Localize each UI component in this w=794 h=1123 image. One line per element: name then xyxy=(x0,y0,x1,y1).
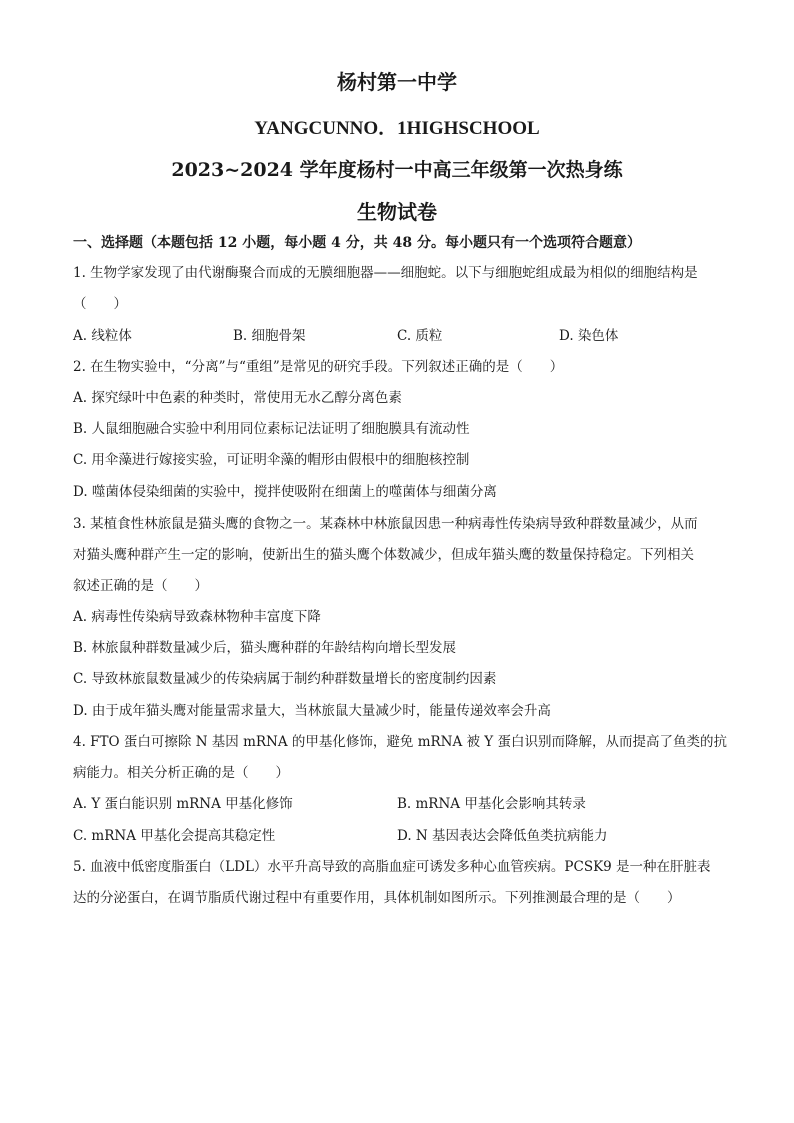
q1-option-b: B. 细胞骨架 xyxy=(233,328,306,344)
q3-option-a: A. 病毒性传染病导致森林物种丰富度下降 xyxy=(73,609,321,625)
q2-stem-line-1: 2. 在生物实验中，“分离”与“重组”是常见的研究手段。下列叙述正确的是（ ） xyxy=(73,359,564,375)
q1-option-c: C. 质粒 xyxy=(397,328,443,344)
exam-title: 2023~2024 学年度杨村一中高三年级第一次热身练 xyxy=(171,159,623,181)
q1-stem-line-2: （ ） xyxy=(73,296,127,312)
school-name-en: YANGCUNNO．1HIGHSCHOOL xyxy=(254,118,540,139)
q4-option-c: C. mRNA 甲基化会提高其稳定性 xyxy=(73,828,276,844)
q3-option-c: C. 导致林旅鼠数量减少的传染病属于制约种群数量增长的密度制约因素 xyxy=(73,671,497,687)
q2-option-d: D. 噬菌体侵染细菌的实验中，搅拌使吸附在细菌上的噬菌体与细菌分离 xyxy=(73,484,497,500)
q1-option-d: D. 染色体 xyxy=(559,328,619,344)
q2-option-a: A. 探究绿叶中色素的种类时，常使用无水乙醇分离色素 xyxy=(73,390,402,406)
q4-option-a: A. Y 蛋白能识别 mRNA 甲基化修饰 xyxy=(73,796,293,812)
q5-stem-line-1: 5. 血液中低密度脂蛋白（LDL）水平升高导致的高脂血症可诱发多种心血管疾病。PCSK9 是一种在肝脏表 xyxy=(73,859,711,875)
q5-stem-line-2: 达的分泌蛋白，在调节脂质代谢过程中有重要作用，具体机制如图所示。下列推测最合理的是（ ） xyxy=(73,890,681,906)
subject-title: 生物试卷 xyxy=(357,200,437,224)
q2-option-c: C. 用伞藻进行嫁接实验，可证明伞藻的帽形由假根中的细胞核控制 xyxy=(73,452,470,468)
q3-stem-line-2: 对猫头鹰种群产生一定的影响，使新出生的猫头鹰个体数减少，但成年猫头鹰的数量保持稳定。下列相关 xyxy=(73,547,694,563)
q3-option-b: B. 林旅鼠种群数量减少后，猫头鹰种群的年龄结构向增长型发展 xyxy=(73,640,457,656)
q1-stem-line-1: 1. 生物学家发现了由代谢酶聚合而成的无膜细胞器——细胞蛇。以下与细胞蛇组成最为相似的细胞结构是 xyxy=(73,265,698,281)
q4-option-b: B. mRNA 甲基化会影响其转录 xyxy=(397,796,586,812)
q1-option-a: A. 线粒体 xyxy=(73,328,132,344)
school-name-cn: 杨村第一中学 xyxy=(337,70,457,94)
q3-option-d: D. 由于成年猫头鹰对能量需求量大，当林旅鼠大量减少时，能量传递效率会升高 xyxy=(73,703,551,719)
section-heading: 一、选择题（本题包括 12 小题，每小题 4 分，共 48 分。每小题只有一个选项符合题意） xyxy=(73,235,641,251)
q4-option-d: D. N 基因表达会降低鱼类抗病能力 xyxy=(397,828,608,844)
q4-stem-line-2: 病能力。相关分析正确的是（ ） xyxy=(73,765,289,781)
q3-stem-line-3: 叙述正确的是（ ） xyxy=(73,578,208,594)
q3-stem-line-1: 3. 某植食性林旅鼠是猫头鹰的食物之一。某森林中林旅鼠因患一种病毒性传染病导致种群数量减少，从而 xyxy=(73,516,698,532)
q2-option-b: B. 人鼠细胞融合实验中利用同位素标记法证明了细胞膜具有流动性 xyxy=(73,421,470,437)
q4-stem-line-1: 4. FTO 蛋白可擦除 N 基因 mRNA 的甲基化修饰，避免 mRNA 被 Y 蛋白识别而降解，从而提高了鱼类的抗 xyxy=(73,734,728,750)
